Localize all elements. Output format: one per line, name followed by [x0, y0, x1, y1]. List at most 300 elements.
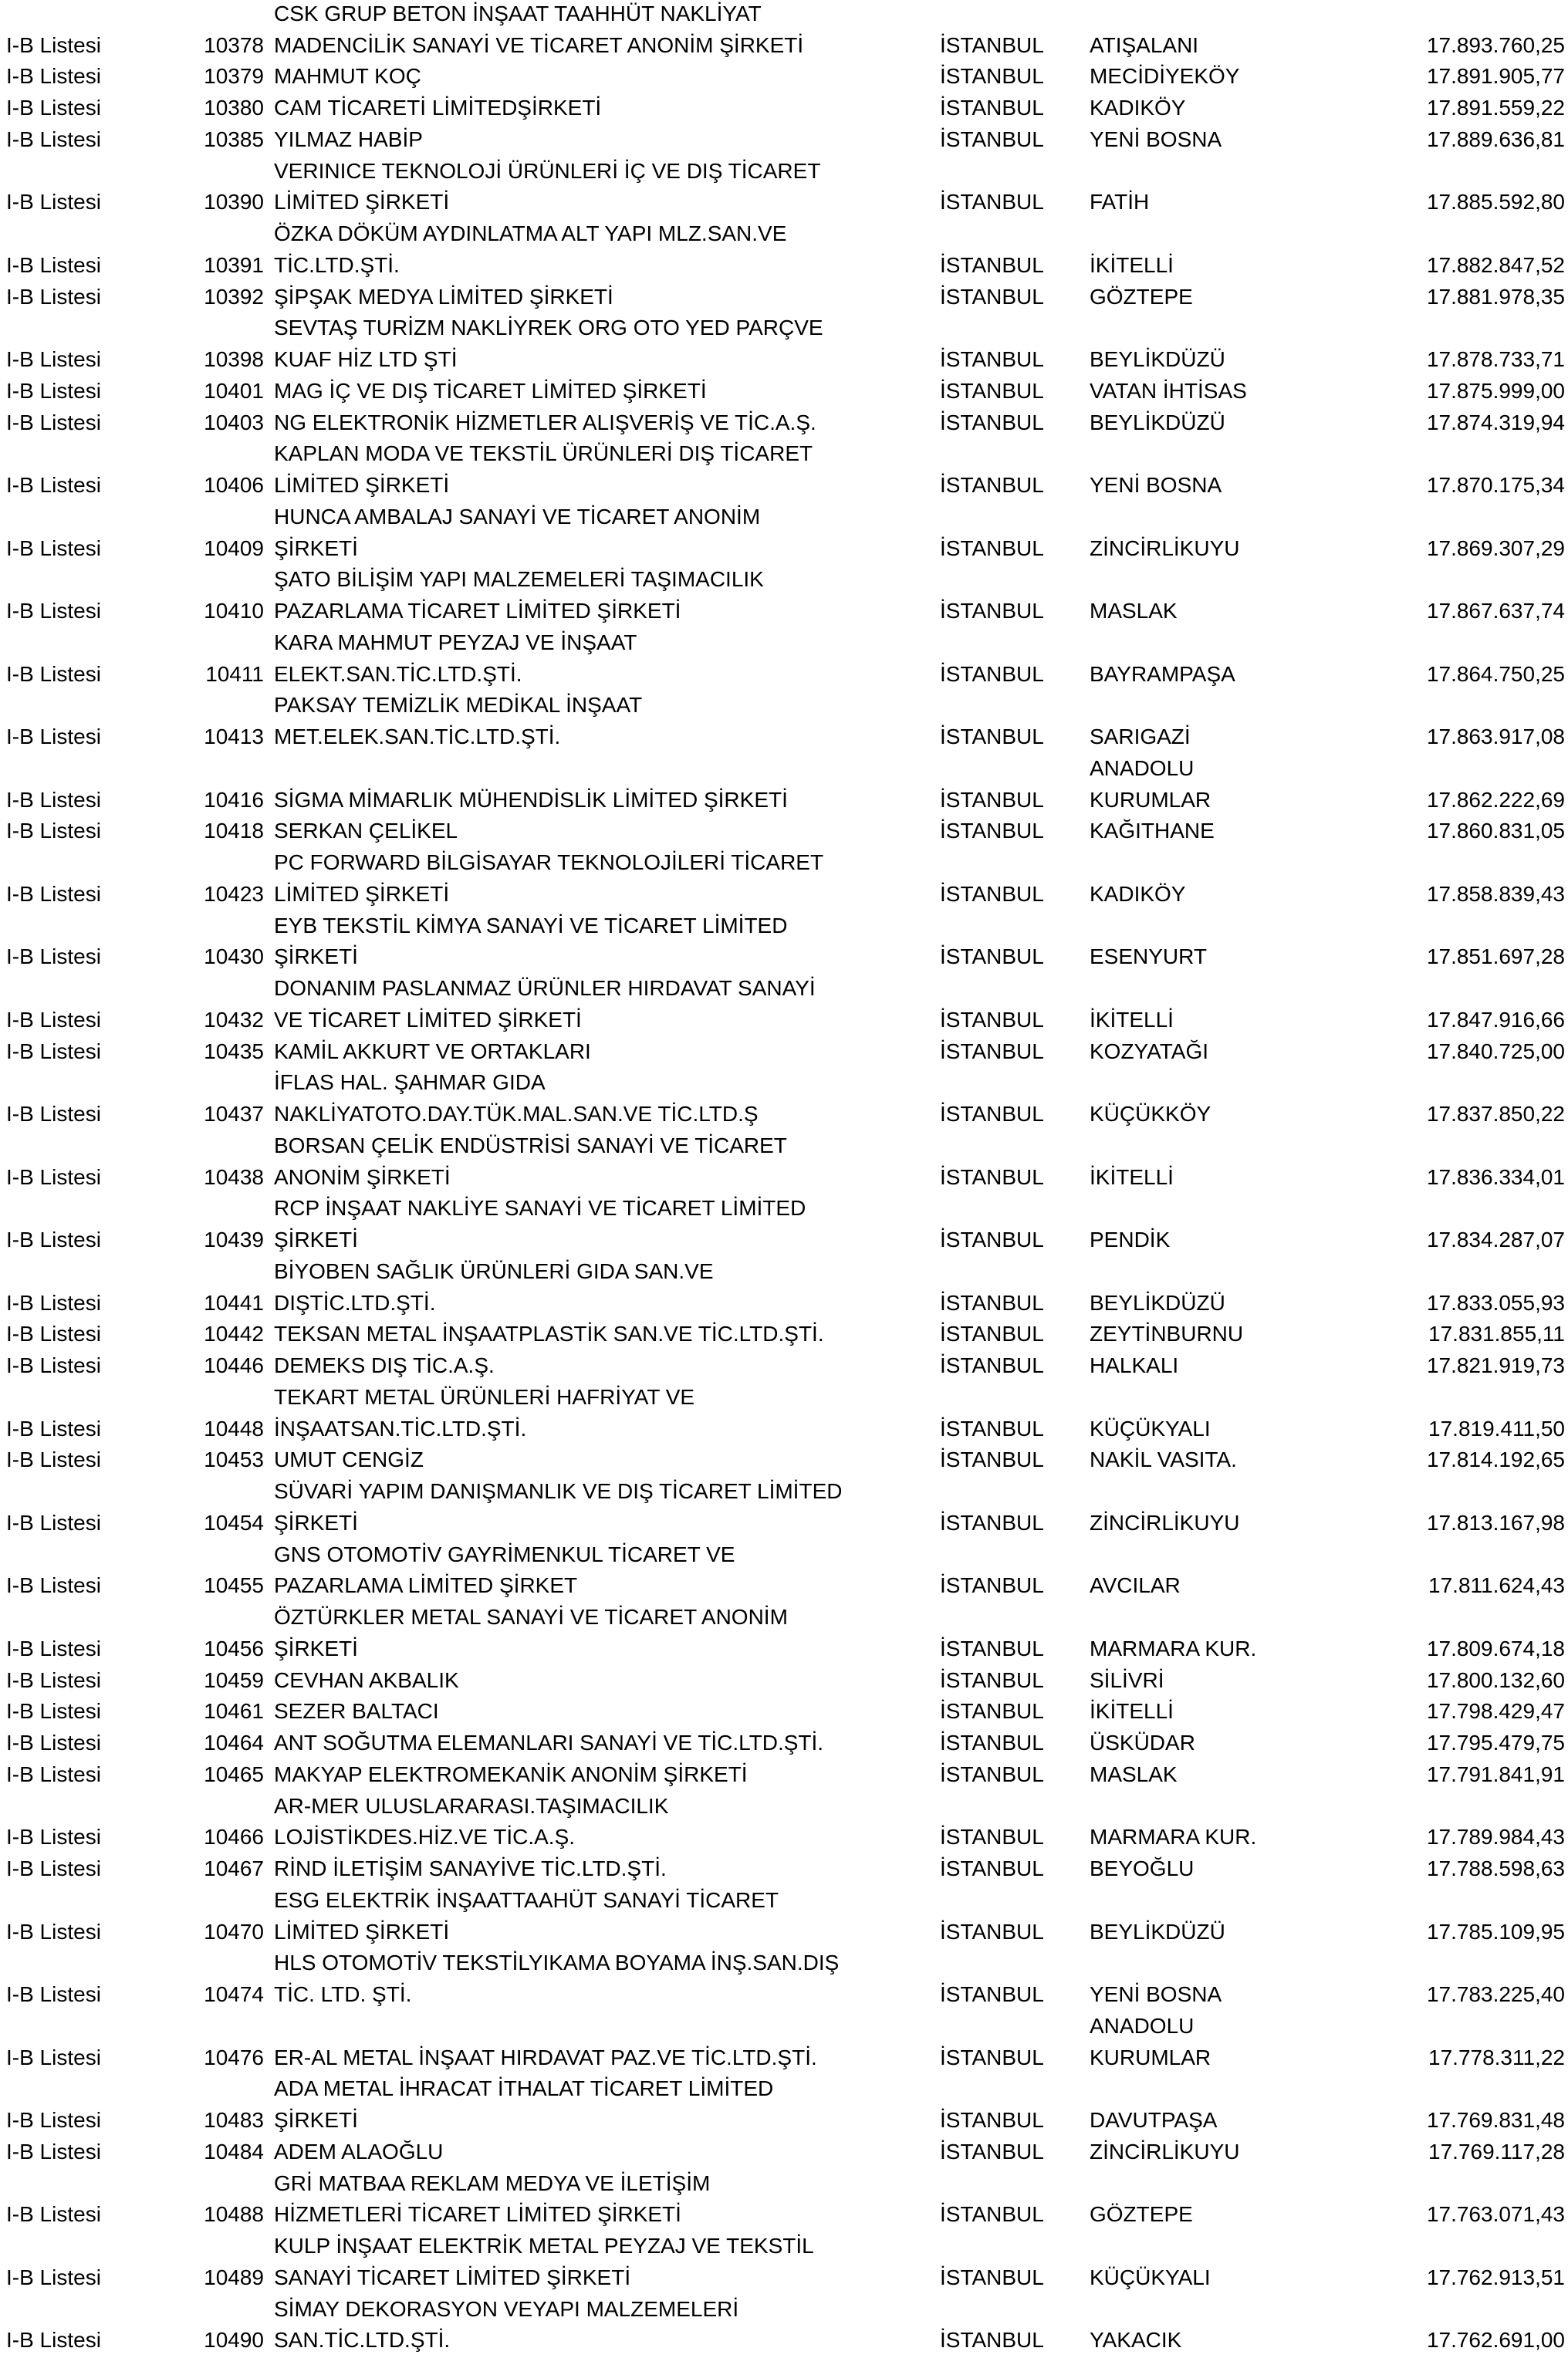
wrap-line	[0, 972, 1568, 1004]
tax-office-wrap: ANADOLU	[1090, 756, 1195, 780]
company-name: ANONİM ŞİRKETİ	[274, 1165, 451, 1189]
amount: 17.791.841,91	[1426, 1762, 1565, 1786]
amount: 17.762.913,51	[1426, 2265, 1565, 2289]
list-label: I-B Listesi	[6, 1417, 101, 1441]
amount: 17.847.916,66	[1426, 1008, 1565, 1032]
amount: 17.885.592,80	[1426, 190, 1565, 214]
company-name: VE TİCARET LİMİTED ŞİRKETİ	[274, 1008, 582, 1032]
city: İSTANBUL	[940, 190, 1044, 214]
list-row	[0, 343, 1568, 375]
amount: 17.851.697,28	[1426, 944, 1565, 968]
amount: 17.831.855,11	[1428, 1322, 1565, 1346]
list-row	[0, 1444, 1568, 1475]
company-name: YILMAZ HABİP	[274, 127, 423, 151]
row-number: 10379	[204, 64, 264, 88]
company-name-wrap: KULP İNŞAAT ELEKTRİK METAL PEYZAJ VE TEKSTİL	[274, 2234, 814, 2258]
amount: 17.869.307,29	[1426, 536, 1565, 560]
list-label: I-B Listesi	[6, 1856, 101, 1880]
amount: 17.785.109,95	[1426, 1920, 1565, 1944]
list-label: I-B Listesi	[6, 2108, 101, 2132]
wrap-line	[0, 563, 1568, 595]
wrap-line	[0, 2293, 1568, 2325]
list-label: I-B Listesi	[6, 1291, 101, 1315]
amount: 17.795.479,75	[1426, 1731, 1565, 1755]
wrap-line	[0, 1884, 1568, 1916]
row-number: 10406	[204, 473, 264, 497]
company-name-wrap: PC FORWARD BİLGİSAYAR TEKNOLOJİLERİ TİCARET	[274, 850, 824, 874]
list-label: I-B Listesi	[6, 2328, 101, 2352]
city: İSTANBUL	[940, 96, 1044, 120]
list-row	[0, 60, 1568, 92]
row-number: 10432	[204, 1008, 264, 1032]
company-name: MADENCİLİK SANAYİ VE TİCARET ANONİM ŞİRKETİ	[274, 33, 804, 57]
list-label: I-B Listesi	[6, 1008, 101, 1032]
city: İSTANBUL	[940, 1353, 1044, 1377]
amount: 17.893.760,25	[1426, 33, 1565, 57]
company-name-wrap: ÖZTÜRKLER METAL SANAYİ VE TİCARET ANONİM	[274, 1605, 788, 1629]
list-label: I-B Listesi	[6, 2265, 101, 2289]
city: İSTANBUL	[940, 882, 1044, 906]
wrap-line	[0, 1066, 1568, 1098]
amount: 17.813.167,98	[1426, 1511, 1565, 1535]
amount: 17.863.917,08	[1426, 725, 1565, 748]
list-row	[0, 1350, 1568, 1381]
list-row	[0, 532, 1568, 564]
company-name: SEZER BALTACI	[274, 1699, 439, 1723]
tax-office: DAVUTPAŞA	[1090, 2108, 1218, 2132]
row-number: 10448	[204, 1417, 264, 1441]
list-row	[0, 815, 1568, 846]
row-number: 10476	[204, 2046, 264, 2069]
wrap-line	[0, 2073, 1568, 2104]
tax-office: ZİNCİRLİKUYU	[1090, 536, 1240, 560]
amount: 17.875.999,00	[1426, 379, 1565, 403]
tax-office: FATİH	[1090, 190, 1150, 214]
company-name: ŞİRKETİ	[274, 1511, 358, 1535]
company-name: TİC.LTD.ŞTİ.	[274, 253, 400, 277]
list-label: I-B Listesi	[6, 2046, 101, 2069]
row-number: 10470	[204, 1920, 264, 1944]
amount: 17.798.429,47	[1426, 1699, 1565, 1723]
wrap-line	[0, 501, 1568, 532]
tax-office: PENDİK	[1090, 1228, 1171, 1252]
amount: 17.882.847,52	[1426, 253, 1565, 277]
city: İSTANBUL	[940, 599, 1044, 623]
tax-office-wrap: ANADOLU	[1090, 2014, 1195, 2038]
row-number: 10398	[204, 347, 264, 371]
city: İSTANBUL	[940, 64, 1044, 88]
wrap-line	[0, 910, 1568, 941]
amount: 17.862.222,69	[1426, 788, 1565, 812]
list-row	[0, 281, 1568, 312]
amount: 17.858.839,43	[1426, 882, 1565, 906]
company-name-wrap: KARA MAHMUT PEYZAJ VE İNŞAAT	[274, 630, 637, 654]
list-row	[0, 2136, 1568, 2167]
city: İSTANBUL	[940, 2140, 1044, 2164]
company-name: KAMİL AKKURT VE ORTAKLARI	[274, 1039, 591, 1063]
city: İSTANBUL	[940, 473, 1044, 497]
wrap-line	[0, 1601, 1568, 1633]
company-name: ŞİRKETİ	[274, 1637, 358, 1660]
company-name-wrap: ESG ELEKTRİK İNŞAATTAAHÜT SANAYİ TİCARET	[274, 1888, 779, 1912]
company-name: DEMEKS DIŞ TİC.A.Ş.	[274, 1353, 495, 1377]
wrap-line	[0, 1381, 1568, 1413]
tax-office: ÜSKÜDAR	[1090, 1731, 1195, 1755]
city: İSTANBUL	[940, 1982, 1044, 2006]
tax-office: KÜÇÜKYALI	[1090, 1417, 1211, 1441]
list-row	[0, 2104, 1568, 2136]
row-number: 10423	[204, 882, 264, 906]
company-name-wrap: VERINICE TEKNOLOJİ ÜRÜNLERİ İÇ VE DIŞ TİCARET	[274, 159, 821, 183]
amount: 17.870.175,34	[1426, 473, 1565, 497]
list-row	[0, 123, 1568, 155]
amount: 17.837.850,22	[1426, 1102, 1565, 1126]
company-name: SİGMA MİMARLIK MÜHENDİSLİK LİMİTED ŞİRKETİ	[274, 788, 788, 812]
city: İSTANBUL	[940, 1856, 1044, 1880]
amount: 17.881.978,35	[1426, 285, 1565, 309]
list-label: I-B Listesi	[6, 662, 101, 686]
tax-office: İKİTELLİ	[1090, 253, 1174, 277]
city: İSTANBUL	[940, 1291, 1044, 1315]
city: İSTANBUL	[940, 1699, 1044, 1723]
city: İSTANBUL	[940, 1165, 1044, 1189]
wrap-line	[0, 155, 1568, 187]
row-number: 10391	[204, 253, 264, 277]
row-number: 10483	[204, 2108, 264, 2132]
company-name-wrap: BİYOBEN SAĞLIK ÜRÜNLERİ GIDA SAN.VE	[274, 1259, 714, 1283]
row-number: 10446	[204, 1353, 264, 1377]
company-name-wrap: ÖZKA DÖKÜM AYDINLATMA ALT YAPI MLZ.SAN.VE	[274, 221, 787, 245]
row-number: 10385	[204, 127, 264, 151]
city: İSTANBUL	[940, 1322, 1044, 1346]
tax-office: İKİTELLİ	[1090, 1008, 1174, 1032]
list-row	[0, 407, 1568, 438]
row-number: 10442	[204, 1322, 264, 1346]
company-name: UMUT CENGİZ	[274, 1448, 424, 1471]
amount: 17.891.559,22	[1426, 96, 1565, 120]
company-name-wrap: CSK GRUP BETON İNŞAAT TAAHHÜT NAKLİYAT	[274, 2, 762, 25]
amount: 17.778.311,22	[1428, 2046, 1565, 2069]
wrap-line	[0, 2230, 1568, 2262]
amount: 17.840.725,00	[1426, 1039, 1565, 1063]
list-label: I-B Listesi	[6, 599, 101, 623]
company-name: SAN.TİC.LTD.ŞTİ.	[274, 2328, 451, 2352]
list-label: I-B Listesi	[6, 190, 101, 214]
list-label: I-B Listesi	[6, 473, 101, 497]
row-number: 10438	[204, 1165, 264, 1189]
list-row	[0, 941, 1568, 972]
city: İSTANBUL	[940, 1762, 1044, 1786]
company-name-wrap: TEKART METAL ÜRÜNLERİ HAFRİYAT VE	[274, 1385, 695, 1409]
row-number: 10411	[205, 662, 264, 686]
company-name-wrap: HLS OTOMOTİV TEKSTİLYIKAMA BOYAMA İNŞ.SAN.DIŞ	[274, 1951, 840, 1975]
list-row	[0, 1507, 1568, 1539]
list-row	[0, 1569, 1568, 1601]
tax-office: ATIŞALANI	[1090, 33, 1199, 57]
tax-office: BEYLİKDÜZÜ	[1090, 1291, 1225, 1315]
amount: 17.769.117,28	[1428, 2140, 1565, 2164]
amount: 17.867.637,74	[1426, 599, 1565, 623]
wrap-line	[0, 312, 1568, 343]
company-name: KUAF HİZ LTD ŞTİ	[274, 347, 458, 371]
company-name: ŞİPŞAK MEDYA LİMİTED ŞİRKETİ	[274, 285, 613, 309]
row-number: 10403	[204, 410, 264, 434]
list-row	[0, 1664, 1568, 1696]
amount: 17.860.831,05	[1426, 819, 1565, 843]
city: İSTANBUL	[940, 819, 1044, 843]
tax-office: İKİTELLİ	[1090, 1699, 1174, 1723]
tax-office: KÜÇÜKYALI	[1090, 2265, 1211, 2289]
amount: 17.836.334,01	[1426, 1165, 1565, 1189]
list-label: I-B Listesi	[6, 1668, 101, 1692]
row-number: 10439	[204, 1228, 264, 1252]
row-number: 10489	[204, 2265, 264, 2289]
row-number: 10416	[204, 788, 264, 812]
company-name: ŞİRKETİ	[274, 2108, 358, 2132]
list-label: I-B Listesi	[6, 1511, 101, 1535]
list-label: I-B Listesi	[6, 2140, 101, 2164]
city: İSTANBUL	[940, 1731, 1044, 1755]
list-label: I-B Listesi	[6, 1699, 101, 1723]
city: İSTANBUL	[940, 2328, 1044, 2352]
amount: 17.788.598,63	[1426, 1856, 1565, 1880]
list-label: I-B Listesi	[6, 1573, 101, 1597]
company-name: TİC. LTD. ŞTİ.	[274, 1982, 412, 2006]
city: İSTANBUL	[940, 1228, 1044, 1252]
company-name: NAKLİYATOTO.DAY.TÜK.MAL.SAN.VE TİC.LTD.Ş	[274, 1102, 759, 1126]
list-label: I-B Listesi	[6, 882, 101, 906]
city: İSTANBUL	[940, 944, 1044, 968]
list-row	[0, 1287, 1568, 1319]
row-number: 10466	[204, 1825, 264, 1849]
company-name-wrap: SEVTAŞ TURİZM NAKLİYREK ORG OTO YED PARÇVE	[274, 316, 823, 340]
list-label: I-B Listesi	[6, 1102, 101, 1126]
amount: 17.762.691,00	[1426, 2328, 1565, 2352]
list-label: I-B Listesi	[6, 1448, 101, 1471]
company-name: SANAYİ TİCARET LİMİTED ŞİRKETİ	[274, 2265, 631, 2289]
amount: 17.809.674,18	[1426, 1637, 1565, 1660]
row-number: 10490	[204, 2328, 264, 2352]
wrap-line	[0, 1255, 1568, 1287]
row-number: 10459	[204, 1668, 264, 1692]
list-row	[0, 1633, 1568, 1664]
wrap-line	[0, 1790, 1568, 1822]
list-row	[0, 1758, 1568, 1790]
row-number: 10465	[204, 1762, 264, 1786]
list-label: I-B Listesi	[6, 1039, 101, 1063]
city: İSTANBUL	[940, 1417, 1044, 1441]
tax-office: SARIGAZİ	[1090, 725, 1191, 748]
tax-office: SİLİVRİ	[1090, 1668, 1164, 1692]
amount: 17.800.132,60	[1426, 1668, 1565, 1692]
company-name: CEVHAN AKBALIK	[274, 1668, 459, 1692]
tax-office: ESENYURT	[1090, 944, 1207, 968]
company-name: ADEM ALAOĞLU	[274, 2140, 444, 2164]
amount: 17.864.750,25	[1426, 662, 1565, 686]
row-number: 10410	[204, 599, 264, 623]
wrap-line	[0, 689, 1568, 721]
list-label: I-B Listesi	[6, 1920, 101, 1944]
tax-office: MARMARA KUR.	[1090, 1825, 1257, 1849]
company-name: MET.ELEK.SAN.TİC.LTD.ŞTİ.	[274, 725, 561, 748]
row-number: 10380	[204, 96, 264, 120]
company-name: CAM TİCARETİ LİMİTEDŞİRKETİ	[274, 96, 602, 120]
list-label: I-B Listesi	[6, 1762, 101, 1786]
amount: 17.814.192,65	[1426, 1448, 1565, 1471]
list-row	[0, 375, 1568, 407]
tax-office: GÖZTEPE	[1090, 2202, 1193, 2226]
amount: 17.811.624,43	[1428, 1573, 1565, 1597]
list-row	[0, 92, 1568, 123]
wrap-line	[0, 846, 1568, 878]
company-name-wrap: RCP İNŞAAT NAKLİYE SANAYİ VE TİCARET LİMİTED	[274, 1196, 806, 1220]
tax-office: MECİDİYEKÖY	[1090, 64, 1240, 88]
list-label: I-B Listesi	[6, 64, 101, 88]
row-number: 10474	[204, 1982, 264, 2006]
tax-office: KÜÇÜKKÖY	[1090, 1102, 1211, 1126]
row-number: 10409	[204, 536, 264, 560]
tax-office: YENİ BOSNA	[1090, 1982, 1222, 2006]
tax-office: MASLAK	[1090, 599, 1178, 623]
company-name: ŞİRKETİ	[274, 1228, 358, 1252]
company-name-wrap: AR-MER ULUSLARARASI.TAŞIMACILIK	[274, 1794, 669, 1818]
company-name: MAKYAP ELEKTROMEKANİK ANONİM ŞİRKETİ	[274, 1762, 748, 1786]
list-row	[0, 1916, 1568, 1948]
row-number: 10378	[204, 33, 264, 57]
tax-office: NAKİL VASITA.	[1090, 1448, 1237, 1471]
city: İSTANBUL	[940, 1008, 1044, 1032]
row-number: 10392	[204, 285, 264, 309]
company-name: MAG İÇ VE DIŞ TİCARET LİMİTED ŞİRKETİ	[274, 379, 707, 403]
list-row	[0, 1035, 1568, 1067]
amount: 17.769.831,48	[1426, 2108, 1565, 2132]
list-label: I-B Listesi	[6, 1637, 101, 1660]
row-number: 10467	[204, 1856, 264, 1880]
tax-office: KADIKÖY	[1090, 96, 1186, 120]
tax-office: HALKALI	[1090, 1353, 1179, 1377]
list-label: I-B Listesi	[6, 33, 101, 57]
list-label: I-B Listesi	[6, 536, 101, 560]
tax-office: MARMARA KUR.	[1090, 1637, 1257, 1660]
list-row	[0, 1695, 1568, 1727]
list-row	[0, 1004, 1568, 1035]
row-number: 10456	[204, 1637, 264, 1660]
tax-office: BEYLİKDÜZÜ	[1090, 347, 1225, 371]
list-row	[0, 878, 1568, 910]
tax-office: YAKACIK	[1090, 2328, 1182, 2352]
list-label: I-B Listesi	[6, 2202, 101, 2226]
wrap-line	[0, 1539, 1568, 1570]
list-row	[0, 595, 1568, 627]
company-name: LİMİTED ŞİRKETİ	[274, 1920, 450, 1944]
list-label: I-B Listesi	[6, 1982, 101, 2006]
tax-office: KADIKÖY	[1090, 882, 1186, 906]
city: İSTANBUL	[940, 285, 1044, 309]
list-row	[0, 186, 1568, 218]
list-label: I-B Listesi	[6, 819, 101, 843]
amount: 17.821.919,73	[1426, 1353, 1565, 1377]
city: İSTANBUL	[940, 410, 1044, 434]
wrap-line	[0, 2010, 1568, 2042]
list-row	[0, 469, 1568, 501]
list-label: I-B Listesi	[6, 285, 101, 309]
city: İSTANBUL	[940, 2046, 1044, 2069]
list-row	[0, 1853, 1568, 1884]
city: İSTANBUL	[940, 1668, 1044, 1692]
list-label: I-B Listesi	[6, 788, 101, 812]
tax-office: AVCILAR	[1090, 1573, 1181, 1597]
city: İSTANBUL	[940, 1825, 1044, 1849]
tax-office: BEYOĞLU	[1090, 1856, 1195, 1880]
city: İSTANBUL	[940, 2265, 1044, 2289]
list-label: I-B Listesi	[6, 725, 101, 748]
company-name: LOJİSTİKDES.HİZ.VE TİC.A.Ş.	[274, 1825, 576, 1849]
city: İSTANBUL	[940, 1511, 1044, 1535]
list-label: I-B Listesi	[6, 96, 101, 120]
company-name: ŞİRKETİ	[274, 944, 358, 968]
list-row	[0, 2198, 1568, 2230]
row-number: 10390	[204, 190, 264, 214]
wrap-line	[0, 1475, 1568, 1507]
amount: 17.889.636,81	[1426, 127, 1565, 151]
company-name: ŞİRKETİ	[274, 536, 358, 560]
row-number: 10453	[204, 1448, 264, 1471]
city: İSTANBUL	[940, 1448, 1044, 1471]
company-name-wrap: ADA METAL İHRACAT İTHALAT TİCARET LİMİTED	[274, 2076, 774, 2100]
amount: 17.878.733,71	[1426, 347, 1565, 371]
list-row	[0, 1413, 1568, 1444]
row-number: 10401	[204, 379, 264, 403]
tax-office: MASLAK	[1090, 1762, 1178, 1786]
amount: 17.819.411,50	[1428, 1417, 1565, 1441]
company-name: LİMİTED ŞİRKETİ	[274, 473, 450, 497]
company-name-wrap: GRİ MATBAA REKLAM MEDYA VE İLETİŞİM	[274, 2171, 711, 2195]
row-number: 10454	[204, 1511, 264, 1535]
tax-office: KURUMLAR	[1090, 2046, 1211, 2069]
amount: 17.789.984,43	[1426, 1825, 1565, 1849]
list-label: I-B Listesi	[6, 944, 101, 968]
list-row	[0, 2042, 1568, 2073]
amount: 17.834.287,07	[1426, 1228, 1565, 1252]
company-name: LİMİTED ŞİRKETİ	[274, 882, 450, 906]
list-label: I-B Listesi	[6, 253, 101, 277]
wrap-line	[0, 0, 1568, 29]
wrap-line	[0, 627, 1568, 658]
company-name-wrap: PAKSAY TEMİZLİK MEDİKAL İNŞAAT	[274, 693, 643, 717]
list-row	[0, 1161, 1568, 1193]
list-label: I-B Listesi	[6, 1228, 101, 1252]
row-number: 10418	[204, 819, 264, 843]
list-row	[0, 1978, 1568, 2010]
city: İSTANBUL	[940, 1039, 1044, 1063]
list-row	[0, 784, 1568, 816]
amount: 17.783.225,40	[1426, 1982, 1565, 2006]
company-name: LİMİTED ŞİRKETİ	[274, 190, 450, 214]
list-label: I-B Listesi	[6, 1165, 101, 1189]
city: İSTANBUL	[940, 536, 1044, 560]
wrap-line	[0, 1130, 1568, 1161]
list-row	[0, 1224, 1568, 1255]
row-number: 10488	[204, 2202, 264, 2226]
company-name-wrap: SİMAY DEKORASYON VEYAPI MALZEMELERİ	[274, 2297, 739, 2321]
list-row	[0, 2262, 1568, 2293]
company-name-wrap: BORSAN ÇELİK ENDÜSTRİSİ SANAYİ VE TİCARET	[274, 1133, 787, 1157]
company-name-wrap: SÜVARİ YAPIM DANIŞMANLIK VE DIŞ TİCARET LİMİTED	[274, 1479, 843, 1503]
company-name-wrap: HUNCA AMBALAJ SANAYİ VE TİCARET ANONİM	[274, 505, 761, 529]
list-row	[0, 1727, 1568, 1758]
tax-office: BAYRAMPAŞA	[1090, 662, 1235, 686]
company-name: RİND İLETİŞİM SANAYİVE TİC.LTD.ŞTİ.	[274, 1856, 667, 1880]
